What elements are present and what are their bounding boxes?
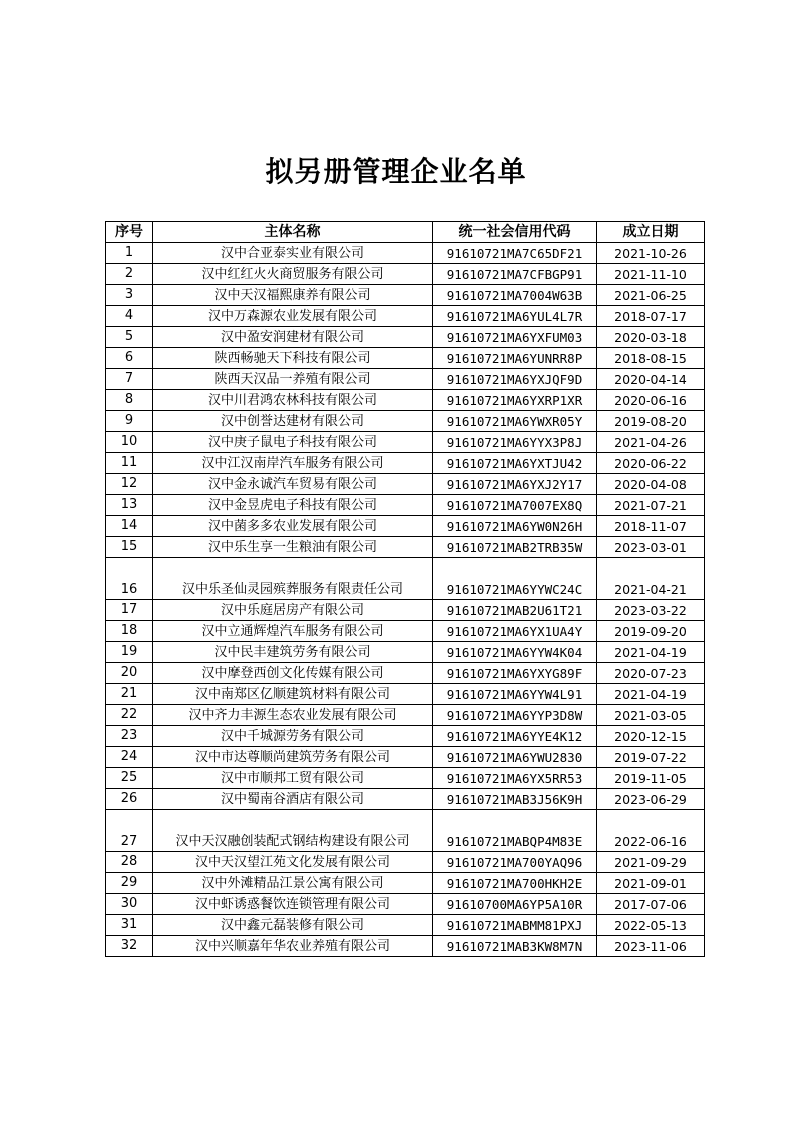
credit-code: 91610721MA6YWU2830 — [433, 747, 597, 768]
established-date: 2022-06-16 — [597, 810, 705, 852]
row-number: 1 — [106, 243, 153, 264]
table-row — [106, 810, 705, 852]
credit-code: 91610721MA6YX5RR53 — [433, 768, 597, 789]
established-date: 2023-03-01 — [597, 537, 705, 558]
credit-code: 91610700MA6YP5A10R — [433, 894, 597, 915]
company-name: 汉中蜀南谷酒店有限公司 — [153, 789, 433, 810]
company-name: 汉中江汉南岸汽车服务有限公司 — [153, 453, 433, 474]
company-name: 汉中红红火火商贸服务有限公司 — [153, 264, 433, 285]
table-row — [106, 747, 705, 768]
credit-code: 91610721MA6YXYG89F — [433, 663, 597, 684]
company-name: 汉中民丰建筑劳务有限公司 — [153, 642, 433, 663]
row-number: 22 — [106, 705, 153, 726]
table-row — [106, 789, 705, 810]
established-date: 2023-03-22 — [597, 600, 705, 621]
company-name: 汉中虾诱惑餐饮连锁管理有限公司 — [153, 894, 433, 915]
company-name: 汉中万森源农业发展有限公司 — [153, 306, 433, 327]
company-name: 汉中齐力丰源生态农业发展有限公司 — [153, 705, 433, 726]
row-number: 8 — [106, 390, 153, 411]
row-number: 10 — [106, 432, 153, 453]
credit-code: 91610721MA700YAQ96 — [433, 852, 597, 873]
credit-code: 91610721MA6YUNRR8P — [433, 348, 597, 369]
company-name: 汉中兴顺嘉年华农业养殖有限公司 — [153, 936, 433, 957]
credit-code: 91610721MA7CFBGP91 — [433, 264, 597, 285]
table-row — [106, 285, 705, 306]
company-name: 陕西畅驰天下科技有限公司 — [153, 348, 433, 369]
credit-code: 91610721MA6YXFUM03 — [433, 327, 597, 348]
company-name: 汉中创誉达建材有限公司 — [153, 411, 433, 432]
company-name: 陕西天汉品一养殖有限公司 — [153, 369, 433, 390]
row-number: 11 — [106, 453, 153, 474]
established-date: 2019-07-22 — [597, 747, 705, 768]
credit-code: 91610721MAB3KW8M7N — [433, 936, 597, 957]
established-date: 2021-11-10 — [597, 264, 705, 285]
established-date: 2020-06-22 — [597, 453, 705, 474]
table-row — [106, 327, 705, 348]
table-row — [106, 516, 705, 537]
row-number: 4 — [106, 306, 153, 327]
table-row — [106, 369, 705, 390]
established-date: 2020-04-14 — [597, 369, 705, 390]
established-date: 2023-11-06 — [597, 936, 705, 957]
established-date: 2020-04-08 — [597, 474, 705, 495]
table-row — [106, 411, 705, 432]
row-number: 19 — [106, 642, 153, 663]
established-date: 2021-10-26 — [597, 243, 705, 264]
credit-code: 91610721MA6YXJ2Y17 — [433, 474, 597, 495]
established-date: 2019-08-20 — [597, 411, 705, 432]
established-date: 2021-09-29 — [597, 852, 705, 873]
row-number: 7 — [106, 369, 153, 390]
established-date: 2021-04-19 — [597, 642, 705, 663]
row-number: 25 — [106, 768, 153, 789]
table-row — [106, 432, 705, 453]
table-row — [106, 495, 705, 516]
established-date: 2019-09-20 — [597, 621, 705, 642]
table-row — [106, 348, 705, 369]
established-date: 2021-06-25 — [597, 285, 705, 306]
row-number: 9 — [106, 411, 153, 432]
established-date: 2017-07-06 — [597, 894, 705, 915]
row-number: 32 — [106, 936, 153, 957]
established-date: 2018-07-17 — [597, 306, 705, 327]
document-title: 拟另册管理企业名单 — [265, 155, 527, 188]
established-date: 2018-11-07 — [597, 516, 705, 537]
credit-code: 91610721MA6YX1UA4Y — [433, 621, 597, 642]
established-date: 2018-08-15 — [597, 348, 705, 369]
established-date: 2021-04-26 — [597, 432, 705, 453]
established-date: 2022-05-13 — [597, 915, 705, 936]
credit-code: 91610721MA6YWXR05Y — [433, 411, 597, 432]
row-number: 30 — [106, 894, 153, 915]
credit-code: 91610721MA6YYX3P8J — [433, 432, 597, 453]
credit-code: 91610721MA6YXJQF9D — [433, 369, 597, 390]
table-row — [106, 243, 705, 264]
row-number: 26 — [106, 789, 153, 810]
company-name: 汉中乐生享一生粮油有限公司 — [153, 537, 433, 558]
table-row — [106, 768, 705, 789]
credit-code: 91610721MAB2TRB35W — [433, 537, 597, 558]
company-name: 汉中天汉福熙康养有限公司 — [153, 285, 433, 306]
row-number: 5 — [106, 327, 153, 348]
credit-code: 91610721MABMM81PXJ — [433, 915, 597, 936]
table-row — [106, 390, 705, 411]
company-name: 汉中合亚泰实业有限公司 — [153, 243, 433, 264]
table-row — [106, 705, 705, 726]
established-date: 2020-03-18 — [597, 327, 705, 348]
credit-code: 91610721MA6YYW4K04 — [433, 642, 597, 663]
table-row — [106, 684, 705, 705]
credit-code: 91610721MA6YXTJU42 — [433, 453, 597, 474]
header-name: 主体名称 — [153, 222, 433, 243]
row-number: 3 — [106, 285, 153, 306]
credit-code: 91610721MABQP4M83E — [433, 810, 597, 852]
row-number: 13 — [106, 495, 153, 516]
row-number: 12 — [106, 474, 153, 495]
company-name: 汉中川君鸿农林科技有限公司 — [153, 390, 433, 411]
table-row — [106, 306, 705, 327]
credit-code: 91610721MA6YYP3D8W — [433, 705, 597, 726]
company-name: 汉中天汉融创装配式钢结构建设有限公司 — [153, 810, 433, 852]
company-name: 汉中菌多多农业发展有限公司 — [153, 516, 433, 537]
header-no: 序号 — [106, 222, 153, 243]
credit-code: 91610721MA6YYWC24C — [433, 558, 597, 600]
company-name: 汉中市达尊顺尚建筑劳务有限公司 — [153, 747, 433, 768]
header-code: 统一社会信用代码 — [433, 222, 597, 243]
established-date: 2021-04-21 — [597, 558, 705, 600]
company-name: 汉中外滩精品江景公寓有限公司 — [153, 873, 433, 894]
row-number: 27 — [106, 810, 153, 852]
row-number: 24 — [106, 747, 153, 768]
table-row — [106, 915, 705, 936]
table-row — [106, 600, 705, 621]
credit-code: 91610721MA6YUL4L7R — [433, 306, 597, 327]
company-name: 汉中金昱虎电子科技有限公司 — [153, 495, 433, 516]
credit-code: 91610721MA6YYW4L91 — [433, 684, 597, 705]
credit-code: 91610721MAB3J56K9H — [433, 789, 597, 810]
table-row — [106, 621, 705, 642]
credit-code: 91610721MA6YW0N26H — [433, 516, 597, 537]
credit-code: 91610721MA7C65DF21 — [433, 243, 597, 264]
company-name: 汉中金永诚汽车贸易有限公司 — [153, 474, 433, 495]
table-row — [106, 264, 705, 285]
company-name: 汉中鑫元磊装修有限公司 — [153, 915, 433, 936]
company-name: 汉中乐圣仙灵园殡葬服务有限责任公司 — [153, 558, 433, 600]
established-date: 2019-11-05 — [597, 768, 705, 789]
company-name: 汉中立通辉煌汽车服务有限公司 — [153, 621, 433, 642]
credit-code: 91610721MA7007EX8Q — [433, 495, 597, 516]
row-number: 16 — [106, 558, 153, 600]
table-row — [106, 537, 705, 558]
credit-code: 91610721MAB2U61T21 — [433, 600, 597, 621]
row-number: 17 — [106, 600, 153, 621]
table-row — [106, 852, 705, 873]
company-name: 汉中市顺邦工贸有限公司 — [153, 768, 433, 789]
row-number: 21 — [106, 684, 153, 705]
table-row — [106, 873, 705, 894]
table-row — [106, 642, 705, 663]
header-date: 成立日期 — [597, 222, 705, 243]
credit-code: 91610721MA700HKH2E — [433, 873, 597, 894]
row-number: 28 — [106, 852, 153, 873]
row-number: 29 — [106, 873, 153, 894]
row-number: 23 — [106, 726, 153, 747]
table-header-row — [106, 222, 705, 243]
row-number: 14 — [106, 516, 153, 537]
table-row — [106, 558, 705, 600]
established-date: 2020-06-16 — [597, 390, 705, 411]
credit-code: 91610721MA6YYE4K12 — [433, 726, 597, 747]
company-name: 汉中乐庭居房产有限公司 — [153, 600, 433, 621]
company-name: 汉中盈安润建材有限公司 — [153, 327, 433, 348]
table-row — [106, 894, 705, 915]
table-body — [106, 243, 705, 957]
established-date: 2021-07-21 — [597, 495, 705, 516]
credit-code: 91610721MA6YXRP1XR — [433, 390, 597, 411]
table-row — [106, 663, 705, 684]
established-date: 2021-09-01 — [597, 873, 705, 894]
established-date: 2021-03-05 — [597, 705, 705, 726]
table-row — [106, 453, 705, 474]
company-name: 汉中摩登西创文化传媒有限公司 — [153, 663, 433, 684]
established-date: 2020-07-23 — [597, 663, 705, 684]
company-name: 汉中庚子鼠电子科技有限公司 — [153, 432, 433, 453]
company-name: 汉中千城源劳务有限公司 — [153, 726, 433, 747]
table-row — [106, 474, 705, 495]
table-row — [106, 726, 705, 747]
established-date: 2020-12-15 — [597, 726, 705, 747]
company-name: 汉中南郑区亿顺建筑材料有限公司 — [153, 684, 433, 705]
row-number: 31 — [106, 915, 153, 936]
row-number: 20 — [106, 663, 153, 684]
enterprise-table — [105, 221, 705, 957]
company-name: 汉中天汉望江苑文化发展有限公司 — [153, 852, 433, 873]
established-date: 2023-06-29 — [597, 789, 705, 810]
row-number: 6 — [106, 348, 153, 369]
row-number: 15 — [106, 537, 153, 558]
row-number: 18 — [106, 621, 153, 642]
table-row — [106, 936, 705, 957]
established-date: 2021-04-19 — [597, 684, 705, 705]
row-number: 2 — [106, 264, 153, 285]
credit-code: 91610721MA7004W63B — [433, 285, 597, 306]
